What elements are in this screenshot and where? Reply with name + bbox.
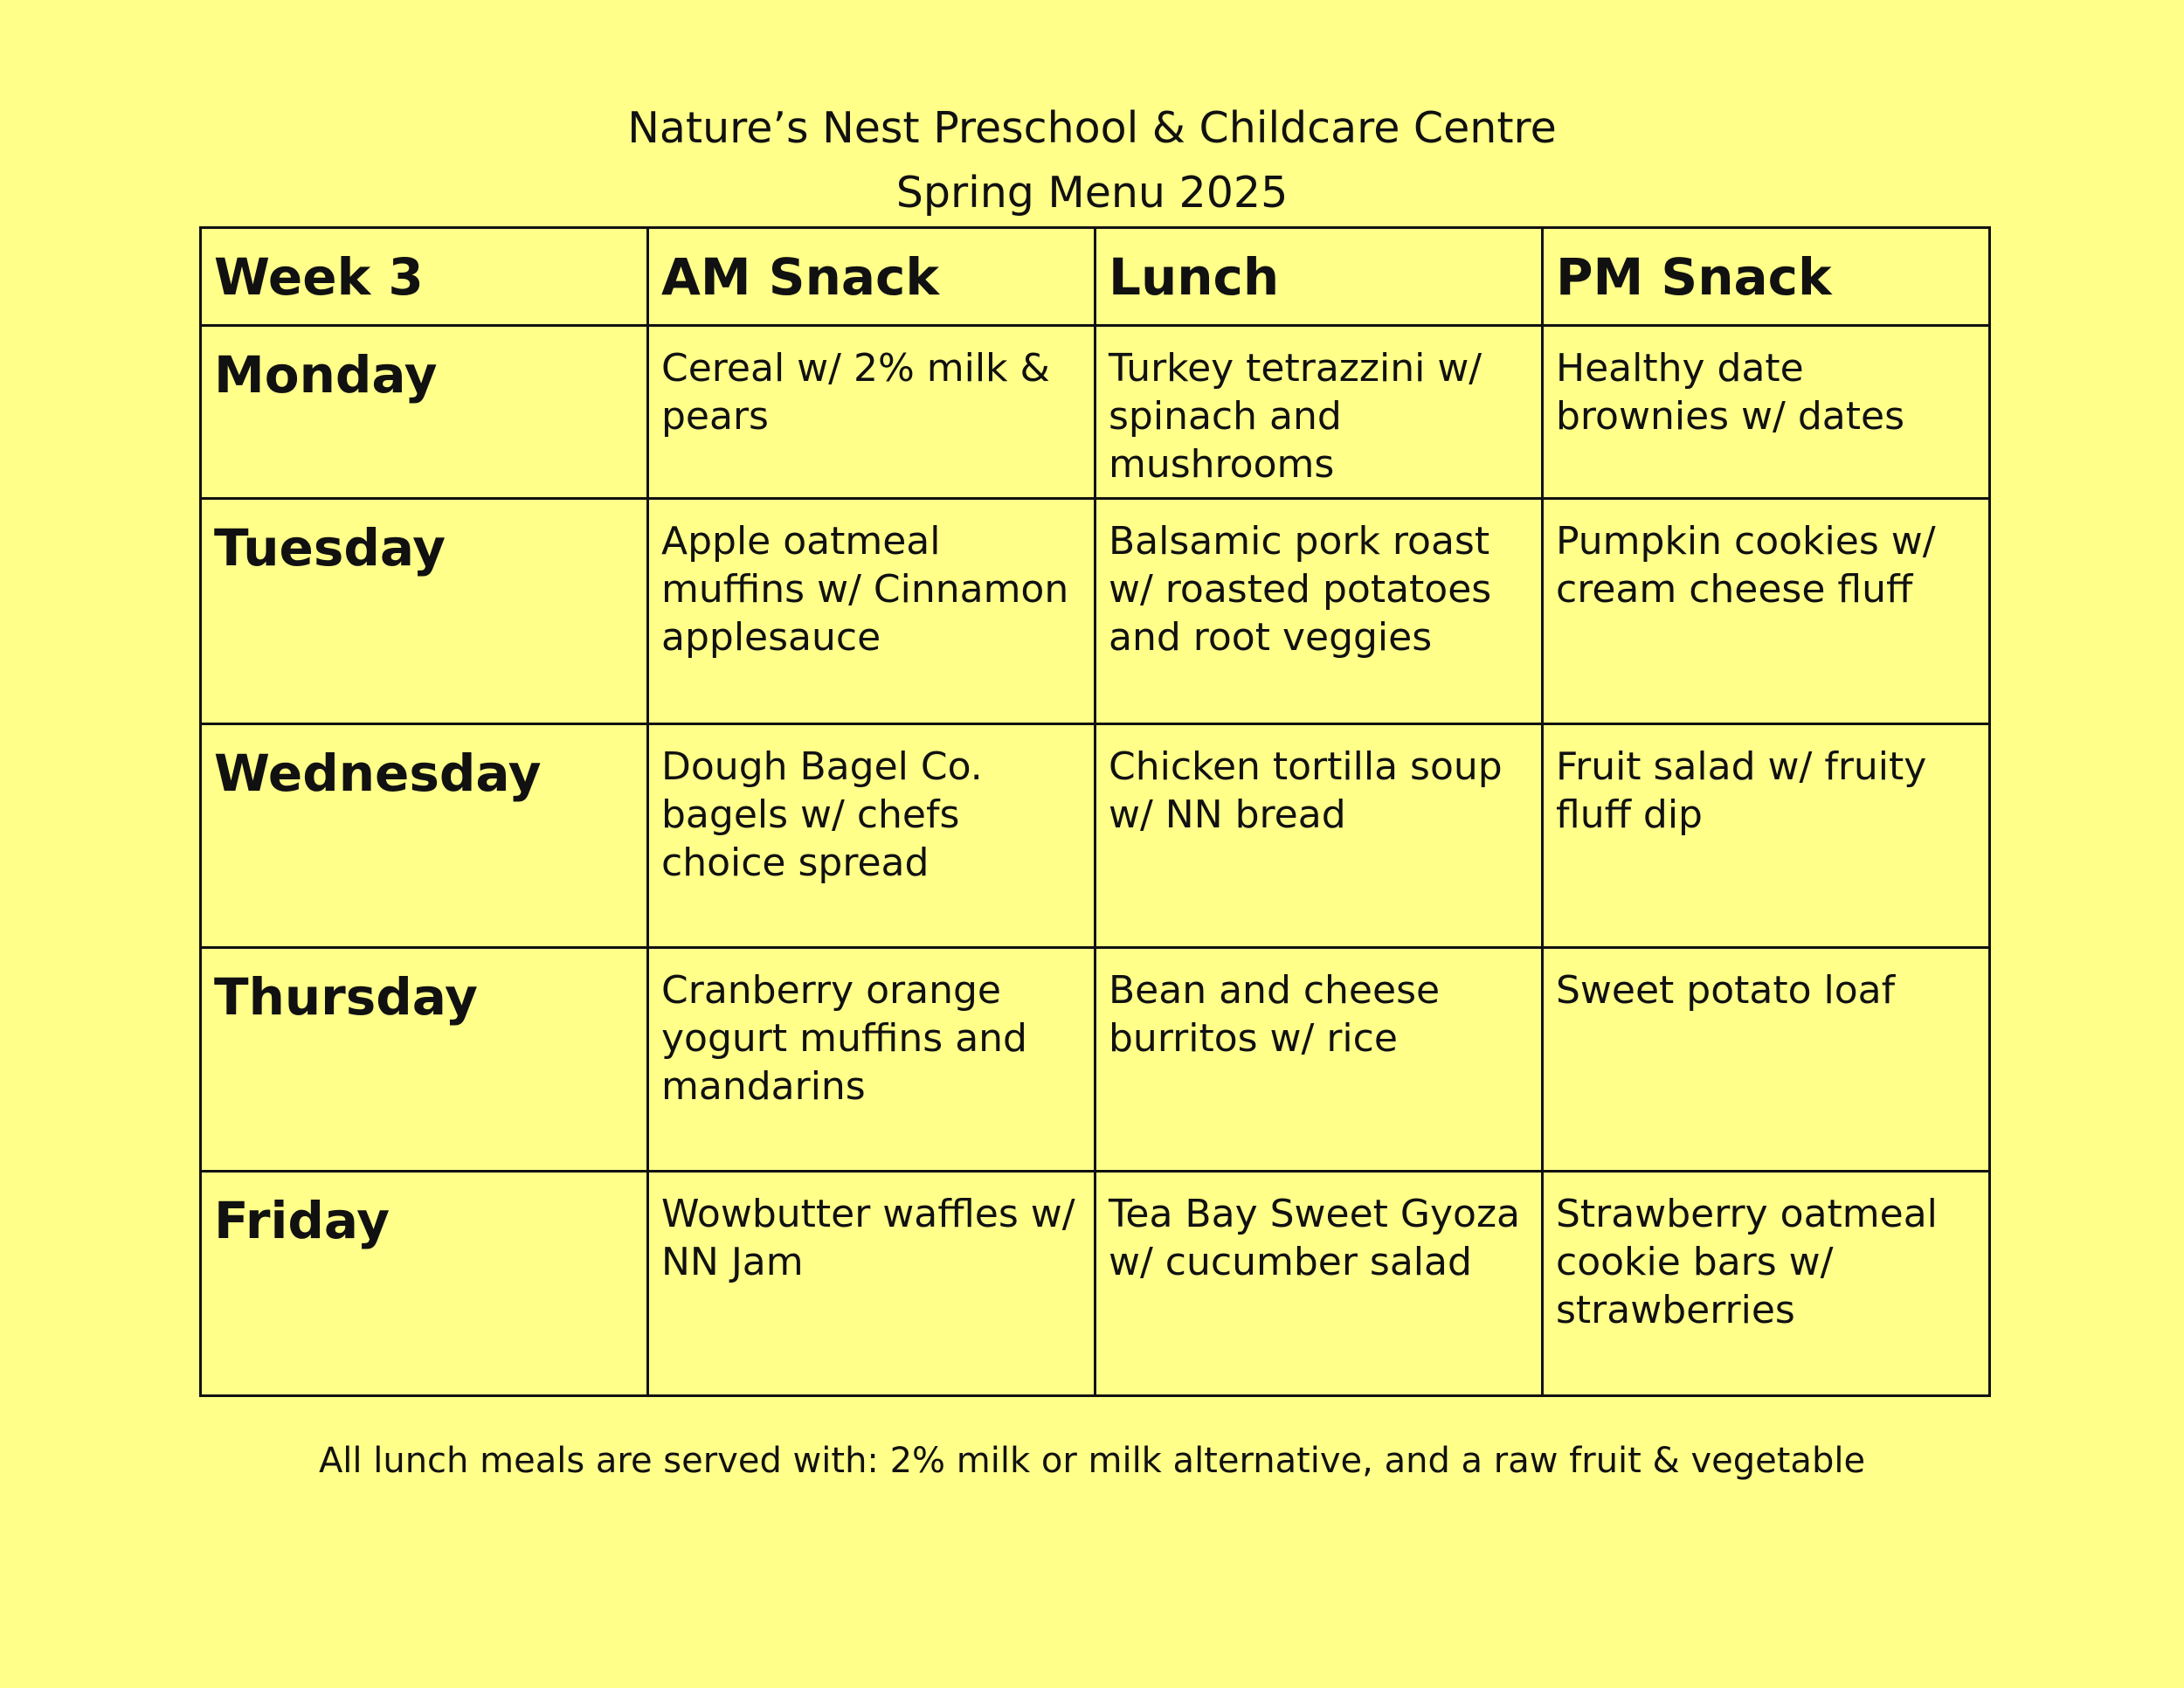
pm-snack-cell: Pumpkin cookies w/ cream cheese fluff <box>1543 499 1990 724</box>
weekly-menu-table <box>199 226 1991 1397</box>
am-snack-cell: Apple oatmeal muffins w/ Cinnamon applesauce <box>648 499 1095 724</box>
lunch-cell: Turkey tetrazzini w/ spinach and mushrooms <box>1095 326 1543 499</box>
lunch-cell: Chicken tortilla soup w/ NN bread <box>1095 724 1543 948</box>
menu-header <box>0 96 2184 225</box>
lunch-cell: Bean and cheese burritos w/ rice <box>1095 948 1543 1172</box>
pm-snack-cell: Fruit salad w/ fruity fluff dip <box>1543 724 1990 948</box>
day-label: Tuesday <box>201 499 648 724</box>
day-label: Monday <box>201 326 648 499</box>
table-header-row <box>201 228 1990 326</box>
lunch-serving-note: All lunch meals are served with: 2% milk or milk alternative, and a raw fruit & vegetable <box>318 1441 1866 1481</box>
table-row-thursday <box>201 948 1990 1172</box>
table-row-wednesday <box>201 724 1990 948</box>
pm-snack-cell: Healthy date brownies w/ dates <box>1543 326 1990 499</box>
day-label: Wednesday <box>201 724 648 948</box>
day-label: Friday <box>201 1172 648 1396</box>
am-snack-cell: Cereal w/ 2% milk & pears <box>648 326 1095 499</box>
lunch-cell: Balsamic pork roast w/ roasted potatoes and root veggies <box>1095 499 1543 724</box>
pm-snack-cell: Sweet potato loaf <box>1543 948 1990 1172</box>
school-name-title: Nature’s Nest Preschool & Childcare Centre <box>627 103 1557 153</box>
am-snack-cell: Wowbutter waffles w/ NN Jam <box>648 1172 1095 1396</box>
column-header-week: Week 3 <box>201 228 648 326</box>
pm-snack-cell: Strawberry oatmeal cookie bars w/ strawberries <box>1543 1172 1990 1396</box>
table-row-monday <box>201 326 1990 499</box>
column-header-lunch: Lunch <box>1095 228 1543 326</box>
am-snack-cell: Cranberry orange yogurt muffins and mandarins <box>648 948 1095 1172</box>
day-label: Thursday <box>201 948 648 1172</box>
am-snack-cell: Dough Bagel Co. bagels w/ chefs choice spread <box>648 724 1095 948</box>
menu-season-subtitle: Spring Menu 2025 <box>895 168 1289 218</box>
lunch-cell: Tea Bay Sweet Gyoza w/ cucumber salad <box>1095 1172 1543 1396</box>
column-header-am-snack: AM Snack <box>648 228 1095 326</box>
table-row-tuesday <box>201 499 1990 724</box>
table-row-friday <box>201 1172 1990 1396</box>
column-header-pm-snack: PM Snack <box>1543 228 1990 326</box>
